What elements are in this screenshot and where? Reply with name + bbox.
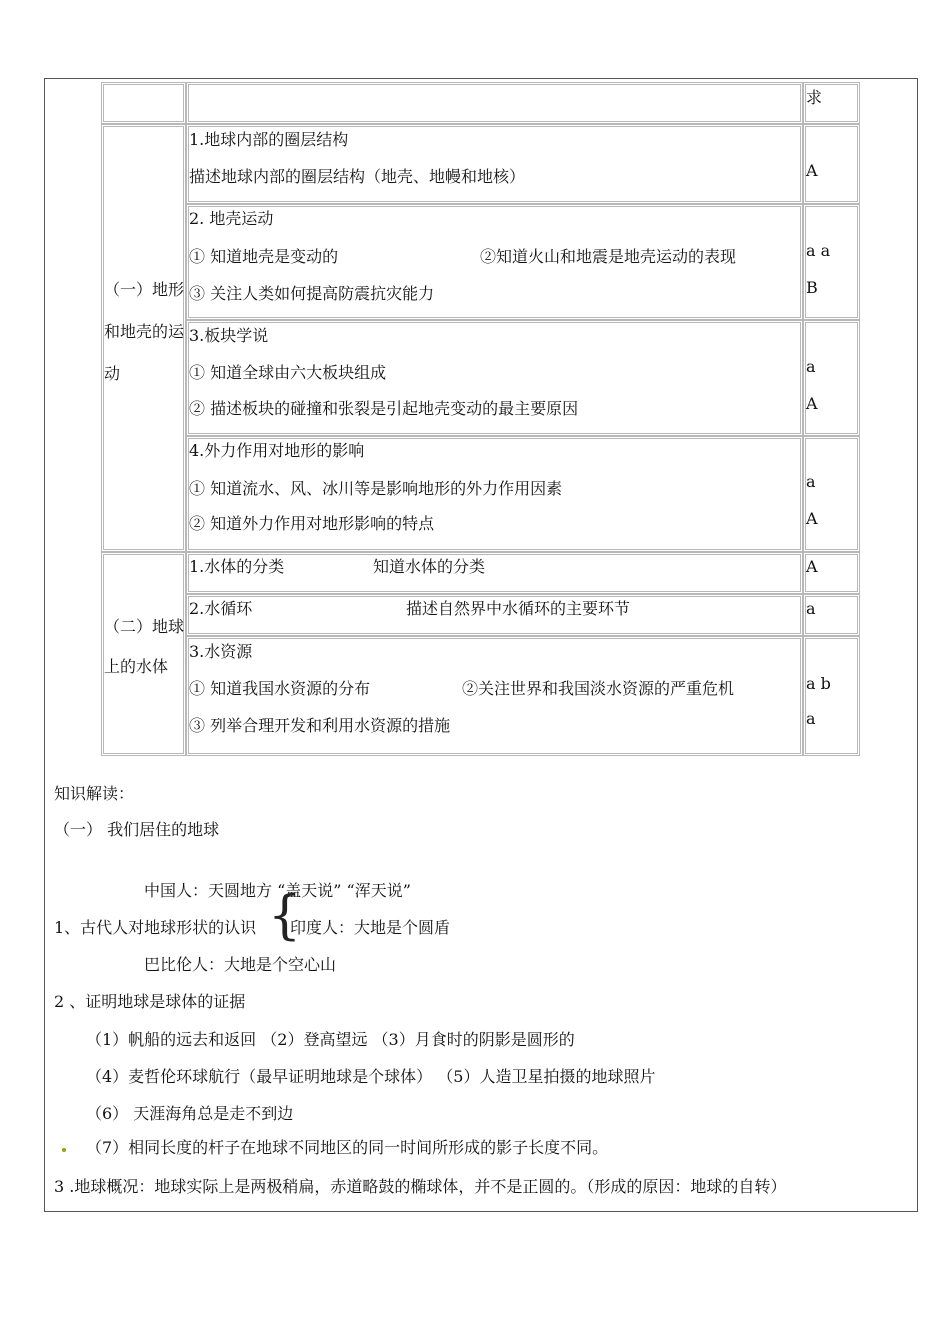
s1-item2-title: 2. 地壳运动 [189, 209, 274, 228]
point1-item-india: 印度人：大地是个圆盾 [290, 918, 451, 937]
s2-item3-level-2: a [806, 709, 816, 728]
s2-item1-level-1: A [806, 557, 818, 576]
s2-item3-level-cell [803, 636, 860, 756]
s2-item1-title: 1.水体的分类 [189, 557, 285, 576]
point1-item-babylon: 巴比伦人：大地是个空心山 [144, 955, 337, 974]
s1-item3-level-2: A [806, 394, 818, 413]
s1-item2-level-1: a a [806, 241, 831, 260]
point2-line-4: （7）相同长度的杆子在地球不同地区的同一时间所形成的影子长度不同。 [86, 1138, 609, 1157]
s1-item1-level-1: A [806, 161, 818, 180]
s2-item2-level-1: a [806, 599, 816, 618]
section2-label-line-1: （二）地球 [104, 617, 185, 636]
s1-item1-title: 1.地球内部的圈层结构 [189, 130, 349, 149]
s2-item1-desc: 知道水体的分类 [373, 557, 486, 576]
header-req-fragment: 求 [806, 88, 823, 107]
section1-label-line-3: 动 [104, 364, 121, 383]
point2-line-3: （6） 天涯海角总是走不到边 [86, 1104, 294, 1123]
s1-item2-line-a: ① 知道地壳是变动的 [189, 247, 339, 266]
point2-line-2: （4）麦哲伦环球航行（最早证明地球是个球体） （5）人造卫星拍摄的地球照片 [86, 1067, 656, 1086]
s2-item3-title: 3.水资源 [189, 642, 253, 661]
section2-label-cell [101, 552, 186, 756]
s2-item3-level-1: a b [806, 674, 831, 693]
s2-item2-title: 2.水循环 [189, 599, 253, 618]
s1-item3-title: 3.板块学说 [189, 326, 269, 345]
section2-label-line-2: 上的水体 [104, 657, 169, 676]
point3-text: 3 .地球概况：地球实际上是两极稍扁，赤道略鼓的椭球体，并不是正圆的。（形成的原因：地球的自转） [54, 1177, 787, 1196]
s1-item3-level-1: a [806, 357, 816, 376]
s1-item2-line-b: ②知道火山和地震是地壳运动的表现 [480, 247, 737, 266]
header-content-cell [186, 82, 803, 124]
header-label-cell [101, 82, 186, 124]
s2-item3-line-a: ① 知道我国水资源的分布 [189, 679, 371, 698]
point1-item-china: 中国人：天圆地方 “盖天说” “浑天说” [144, 881, 411, 900]
point1-label: 1、古代人对地球形状的认识 [54, 918, 257, 937]
s1-item4-level-2: A [806, 509, 818, 528]
s1-item2-line-c: ③ 关注人类如何提高防震抗灾能力 [189, 284, 435, 303]
s1-item1-line-1: 描述地球内部的圈层结构（地壳、地幔和地核） [189, 167, 526, 186]
bullet-dot-icon [62, 1148, 66, 1152]
s1-item4-line-2: ② 知道外力作用对地形影响的特点 [189, 514, 435, 533]
s1-item2-level-2: B [806, 278, 818, 297]
s1-item4-level-1: a [806, 472, 816, 491]
s1-item4-level-cell [803, 436, 860, 552]
s1-item2-level-cell [803, 204, 860, 320]
knowledge-heading: 知识解读： [54, 784, 135, 803]
s2-item3-line-b: ②关注世界和我国淡水资源的严重危机 [462, 679, 735, 698]
s1-item3-line-1: ① 知道全球由六大板块组成 [189, 363, 387, 382]
s1-item4-title: 4.外力作用对地形的影响 [189, 441, 365, 460]
curly-brace-icon: { [268, 886, 302, 946]
section1-label-line-1: （一）地形 [104, 280, 185, 299]
knowledge-subheading: （一） 我们居住的地球 [54, 820, 220, 839]
point2-line-1: （1）帆船的远去和返回 （2）登高望远 （3）月食时的阴影是圆形的 [86, 1030, 575, 1049]
s1-item4-line-1: ① 知道流水、风、冰川等是影响地形的外力作用因素 [189, 479, 563, 498]
point2-label: 2 、证明地球是球体的证据 [54, 992, 246, 1011]
s2-item3-line-c: ③ 列举合理开发和利用水资源的措施 [189, 716, 451, 735]
section1-label-line-2: 和地壳的运 [104, 322, 185, 341]
s1-item3-line-2: ② 描述板块的碰撞和张裂是引起地壳变动的最主要原因 [189, 399, 579, 418]
s1-item3-level-cell [803, 320, 860, 436]
s2-item2-desc: 描述自然界中水循环的主要环节 [406, 599, 631, 618]
